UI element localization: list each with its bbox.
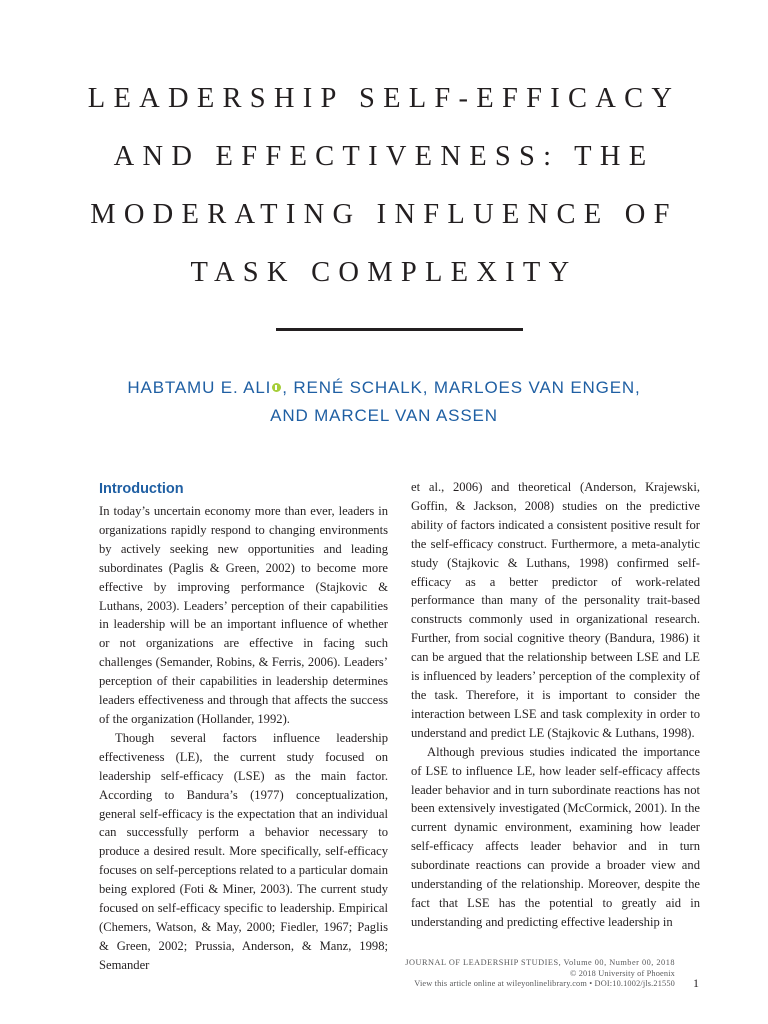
copyright-line: © 2018 University of Phoenix bbox=[570, 968, 675, 978]
paragraph: et al., 2006) and theoretical (Anderson, Krajewski, Goffin, & Jackson, 2008) studies on the predictive ability of factors indicated a consistent positive result for the self-efficacy construct. Furthermore, a meta-analytic study (Stajkovic & Luthans, 1998) confirmed self-efficacy as a better predictor of work-related performance than many of the personality trait-based constructs commonly used in organizational research. Further, from social cognitive theory (Bandura, 1986) it can be argued that the relationship between LSE and LE is influenced by leaders’ perception of the complexity of the task. Therefore, it is important to consider the interaction between LSE and task complexity in order to understand and predict LE (Stajkovic & Luthans, 1998). bbox=[411, 480, 700, 740]
title-line-1: LEADERSHIP SELF-EFFICACY bbox=[87, 83, 681, 114]
title-line-4: TASK COMPLEXITY bbox=[190, 257, 578, 288]
right-column bbox=[411, 478, 700, 932]
author-list bbox=[40, 374, 728, 430]
author-name-ali[interactable]: HABTAMU E. ALI bbox=[127, 378, 272, 397]
paragraph: In today’s uncertain economy more than ever, leaders in organizations rapidly respond to changing environments by actively seeking new opportunities and leading subordinates (Paglis & Green, 2002) to become more effective by improving performance (Stajkovic & Luthans, 2003). Leaders’ perception of their capabilities in leadership will be an important influence of whether or not organizations are effective in facing such challenges (Semander, Robins, & Ferris, 2006). Leaders’ perception of their capabilities in leadership determines leaders effectiveness and through that affects the success of the organization (Hollander, 1992). bbox=[99, 504, 388, 726]
author-line-1 bbox=[40, 374, 728, 402]
doi-line[interactable]: View this article online at wileyonlinelibrary.com • DOI:10.1002/jls.21550 bbox=[414, 979, 675, 988]
title-line-2: AND EFFECTIVENESS: THE bbox=[113, 141, 655, 172]
author-names-rest: , RENÉ SCHALK, MARLOES VAN ENGEN, bbox=[282, 378, 641, 397]
article-title bbox=[40, 70, 728, 302]
title-divider bbox=[276, 328, 523, 331]
left-column bbox=[99, 478, 388, 975]
title-line-3: MODERATING INFLUENCE OF bbox=[90, 199, 678, 230]
journal-info: JOURNAL OF LEADERSHIP STUDIES, Volume 00, Number 00, 2018 bbox=[405, 958, 675, 967]
section-heading: Introduction bbox=[99, 481, 184, 497]
author-line-2: AND MARCEL VAN ASSEN bbox=[270, 406, 498, 425]
orcid-icon[interactable] bbox=[272, 383, 281, 392]
page-number: 1 bbox=[693, 976, 699, 990]
journal-footer bbox=[405, 958, 675, 990]
paragraph: Although previous studies indicated the importance of LSE to influence LE, how leader self-efficacy affects leader behavior and in turn subordinate reactions has not been extensively investigated (McCormick, 2001). In the current dynamic environment, examining how leader self-efficacy affects leader behavior and in turn subordinate reactions can provide a broader view and understanding of the relationship. Moreover, despite the fact that LSE has the potential to greatly aid in understanding and predicting effective leadership in bbox=[411, 744, 700, 929]
paragraph: Though several factors influence leadership effectiveness (LE), the current study focused on leadership self-efficacy (LSE) as the main factor. According to Bandura’s (1977) conceptualization, general self-efficacy is the expectation that an individual can successfully perform a behavior necessary to produce a desired result. More specifically, self-efficacy focuses on self-perceptions related to a particular domain being explored (Foti & Miner, 2003). The current study focused on self-efficacy specific to leadership. Empirical (Chemers, Watson, & May, 2000; Fiedler, 1967; Paglis & Green, 2002; Prussia, Anderson, & Manz, 1998; Semander bbox=[99, 730, 388, 972]
